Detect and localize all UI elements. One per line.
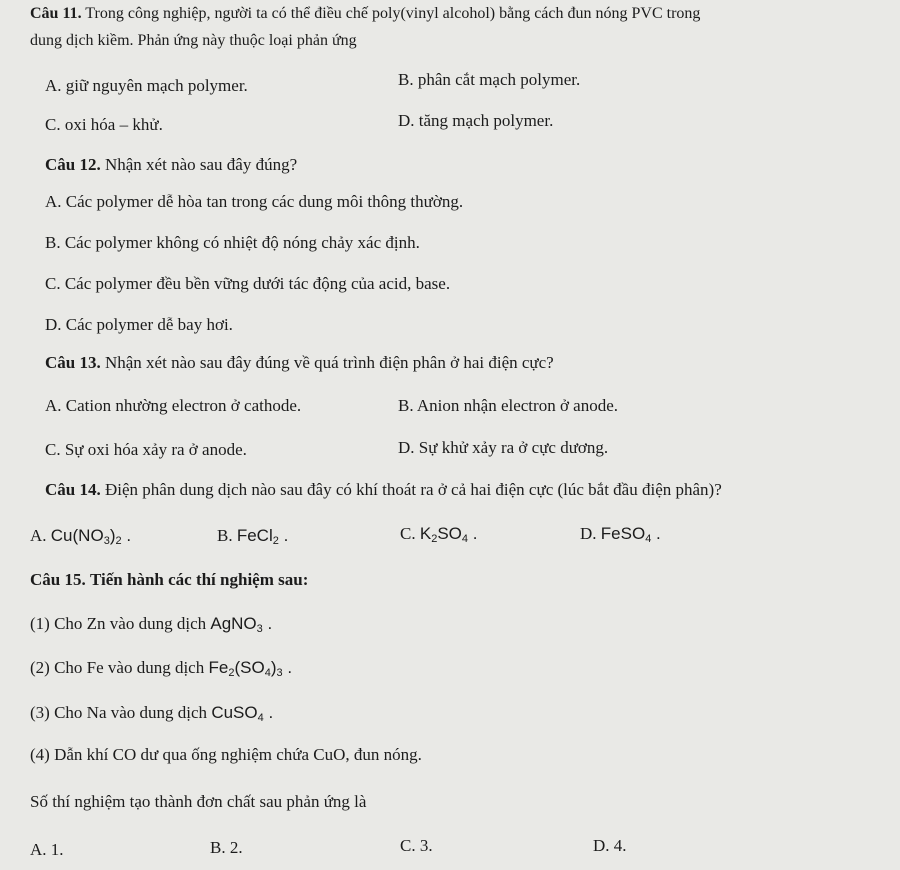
q12-option-d: D. Các polymer dễ bay hơi. (45, 315, 233, 334)
q14-option-b: B. FeCl$_2$ . (217, 526, 289, 547)
q15-experiment-2: (2) Cho Fe vào dung dịch $Fe_2(SO_4)_3$ . (30, 658, 293, 679)
q15-stem: Câu 15. Tiến hành các thí nghiệm sau: (30, 570, 309, 589)
q13-option-a: A. Cation nhường electron ở cathode. (45, 396, 302, 415)
q11-option-d: D. tăng mạch polymer. (398, 111, 554, 130)
q14-stem: Câu 14. Điện phân dung dịch nào sau đây có khí thoát ra ở cả hai điện cực (lúc bắt đầu điện phân)? (45, 480, 722, 499)
q15-option-d: D. 4. (593, 836, 627, 855)
q14-option-d: D. FeSO$_4$ . (580, 524, 661, 545)
q15-option-a: A. 1. (30, 840, 64, 859)
q15-experiment-3: (3) Cho Na vào dung dịch CuSO$_4$ . (30, 703, 274, 724)
q11-stem-line2: dung dịch kiềm. Phản ứng này thuộc loại phản ứng (30, 32, 357, 49)
q12-option-a: A. Các polymer dễ hòa tan trong các dung môi thông thường. (45, 192, 464, 211)
q12-stem: Câu 12. Nhận xét nào sau đây đúng? (45, 155, 298, 174)
q15-question: Số thí nghiệm tạo thành đơn chất sau phản ứng là (30, 792, 367, 811)
q13-option-c: C. Sự oxi hóa xảy ra ở anode. (45, 440, 247, 459)
q13-option-b: B. Anion nhận electron ở anode. (398, 396, 619, 415)
q11-stem-line1: Câu 11. Trong công nghiệp, người ta có thể điều chế poly(vinyl alcohol) bằng cách đun nóng PVC trong (30, 5, 701, 22)
q11-option-b: B. phân cắt mạch polymer. (398, 70, 581, 89)
q15-option-b: B. 2. (210, 838, 243, 857)
q14-option-c: C. $K_2SO_4$ . (400, 524, 478, 545)
q13-stem: Câu 13. Nhận xét nào sau đây đúng về quá trình điện phân ở hai điện cực? (45, 353, 554, 372)
q11-option-c: C. oxi hóa – khử. (45, 115, 163, 134)
q13-option-d: D. Sự khử xảy ra ở cực dương. (398, 438, 609, 457)
q11-option-a: A. giữ nguyên mạch polymer. (45, 76, 248, 95)
q12-option-c: C. Các polymer đều bền vững dưới tác động của acid, base. (45, 274, 451, 293)
q15-experiment-1: (1) Cho Zn vào dung dịch AgNO$_3$ . (30, 614, 273, 635)
q12-option-b: B. Các polymer không có nhiệt độ nóng chảy xác định. (45, 233, 420, 252)
q15-option-c: C. 3. (400, 836, 433, 855)
q14-option-a: A. $Cu(NO_3)_2$ . (30, 526, 132, 547)
q15-experiment-4: (4) Dẫn khí CO dư qua ống nghiệm chứa CuO, đun nóng. (30, 745, 422, 764)
